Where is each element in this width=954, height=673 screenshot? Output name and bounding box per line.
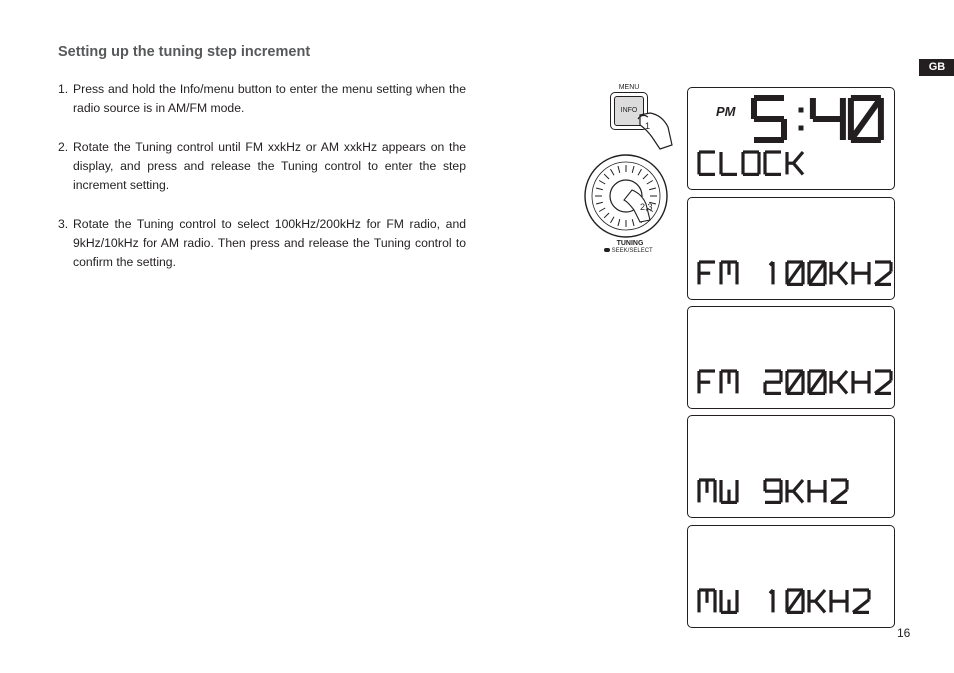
lcd-char: [809, 480, 825, 502]
lcd-char: [765, 480, 781, 502]
lcd-char: [831, 590, 847, 612]
page-number: 16: [897, 626, 911, 640]
seek-select-label: [604, 248, 658, 254]
lcd-char: [699, 480, 715, 502]
instruction-step-1: [58, 80, 466, 118]
lcd-char: [770, 590, 773, 612]
tuning-knob-icon[interactable]: [584, 150, 668, 240]
seek-select-text: SEEK/SELECT: [611, 248, 653, 254]
lcd-char: [721, 262, 737, 284]
lcd-display-mw-9khz: [687, 415, 895, 518]
step-number: 3.: [58, 217, 69, 231]
lcd-char: [721, 152, 737, 174]
lcd-display-clock: [687, 87, 895, 190]
menu-label: MENU: [618, 84, 640, 91]
lcd-char: [743, 152, 759, 174]
lcd-char: [699, 152, 715, 174]
lcd-char: [853, 590, 869, 612]
lcd-char: [809, 590, 825, 612]
lcd-char: [787, 480, 803, 502]
step-text: Rotate the Tuning control until FM xxkHz or AM xxkHz appears on the display, and press and release the Tuning control to enter the step increment setting.: [73, 140, 466, 193]
lcd-char: [787, 262, 803, 284]
lcd-char: [699, 371, 715, 393]
pm-indicator: PM: [716, 104, 736, 119]
lcd-char: [809, 262, 825, 284]
page-title: Setting up the tuning step increment: [58, 44, 311, 60]
lcd-char: [853, 371, 869, 393]
lcd-char: [875, 262, 891, 284]
lcd-char: [770, 262, 773, 284]
lcd-char: [699, 262, 715, 284]
lcd-char: [787, 371, 803, 393]
lcd-char: [754, 98, 784, 140]
step-number: 2.: [58, 140, 69, 154]
lcd-char: [831, 480, 847, 502]
lcd-display-fm-200khz: [687, 306, 895, 409]
lcd-char: [721, 590, 737, 612]
lcd-char: [809, 371, 825, 393]
instruction-step-3: [58, 215, 466, 273]
lcd-char: [765, 371, 781, 393]
lcd-char: [799, 108, 804, 131]
steps-2-3-marker: 2,3: [640, 202, 653, 212]
lcd-char: [853, 262, 869, 284]
step-text: Press and hold the Info/menu button to enter the menu setting when the radio source is in AM/FM mode.: [73, 82, 466, 116]
lcd-display-mw-10khz: [687, 525, 895, 628]
instruction-step-2: [58, 138, 466, 196]
tuning-label: TUNING: [616, 240, 644, 247]
lcd-char: [831, 371, 847, 393]
lcd-char: [787, 152, 803, 174]
lcd-char: [721, 480, 737, 502]
lcd-char: [875, 371, 891, 393]
info-label: INFO: [620, 107, 638, 114]
lcd-char: [721, 371, 737, 393]
language-badge: GB: [919, 59, 954, 76]
lcd-char: [787, 590, 803, 612]
step-number: 1.: [58, 82, 69, 96]
lcd-char: [699, 590, 715, 612]
step-1-marker: 1: [645, 121, 651, 131]
lcd-display-fm-100khz: [687, 197, 895, 300]
step-text: Rotate the Tuning control to select 100kHz/200kHz for FM radio, and 9kHz/10kHz for AM radio. Then press and release the Tuning control to confirm the setting.: [73, 217, 466, 270]
lcd-char: [831, 262, 847, 284]
lcd-char: [765, 152, 781, 174]
lcd-char: [813, 98, 843, 140]
lcd-char: [851, 98, 881, 140]
